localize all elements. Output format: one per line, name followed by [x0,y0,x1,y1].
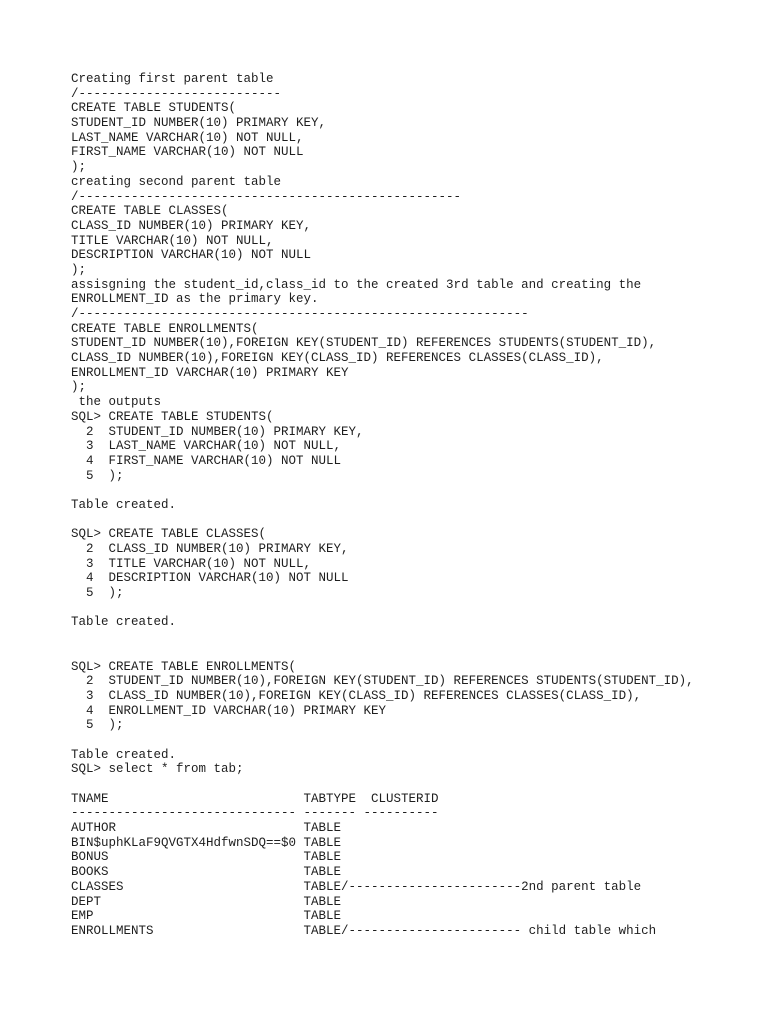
document-line: 4 DESCRIPTION VARCHAR(10) NOT NULL [71,571,349,586]
document-line: EMP TABLE [71,909,342,924]
document-line: BONUS TABLE [71,850,342,865]
document-line: SQL> CREATE TABLE ENROLLMENTS( [71,659,297,674]
document-body [71,72,761,939]
document-line: ENROLLMENT_ID VARCHAR(10) PRIMARY KEY [71,365,349,380]
document-line: BIN$uphKLaF9QVGTX4HdfwnSDQ==$0 TABLE [71,835,342,850]
document-line: 5 ); [71,586,124,601]
document-line: Creating first parent table [71,72,274,86]
document-line: Table created. [71,615,177,630]
document-line: CLASS_ID NUMBER(10),FOREIGN KEY(CLASS_ID) REFERENCES CLASSES(CLASS_ID), [71,351,604,366]
document-line: 2 STUDENT_ID NUMBER(10) PRIMARY KEY, [71,424,364,439]
document-line: 3 LAST_NAME VARCHAR(10) NOT NULL, [71,439,342,454]
document-line: CLASS_ID NUMBER(10) PRIMARY KEY, [71,218,312,233]
document-line: TITLE VARCHAR(10) NOT NULL, [71,233,274,248]
document-line [71,733,761,748]
document-line [71,483,761,498]
document-line [71,601,761,616]
document-line: SQL> select * from tab; [71,762,244,777]
document-line [71,513,761,528]
document-line: CREATE TABLE ENROLLMENTS( [71,321,259,336]
document-line: AUTHOR TABLE [71,821,342,836]
document-line: 4 FIRST_NAME VARCHAR(10) NOT NULL [71,453,342,468]
document-line [71,645,761,660]
document-line: CREATE TABLE CLASSES( [71,204,229,219]
document-line: 2 CLASS_ID NUMBER(10) PRIMARY KEY, [71,542,349,556]
document-line: 5 ); [71,468,124,483]
document-line [71,630,761,645]
document-line: CREATE TABLE STUDENTS( [71,101,237,116]
document-line: SQL> CREATE TABLE STUDENTS( [71,409,274,424]
document-line: assisgning the student_id,class_id to the created 3rd table and creating the [71,277,642,292]
document-line: SQL> CREATE TABLE CLASSES( [71,527,267,542]
document-line: LAST_NAME VARCHAR(10) NOT NULL, [71,130,304,145]
document-line: 5 ); [71,718,124,733]
document-line: /------------------------------------------------------------ [71,307,529,321]
document-line: Table created. [71,747,177,762]
document-line: ------------------------------ ------- ---------- [71,806,439,821]
document-line: ); [71,262,87,277]
document-line: Table created. [71,497,177,512]
document-line: ); [71,380,87,395]
document-line: TNAME TABTYPE CLUSTERID [71,791,439,806]
document-line: CLASSES TABLE/-----------------------2nd parent table [71,879,642,894]
document-line: FIRST_NAME VARCHAR(10) NOT NULL [71,145,304,160]
document-line: STUDENT_ID NUMBER(10) PRIMARY KEY, [71,116,327,131]
document-line: ); [71,160,87,175]
document-line: 3 TITLE VARCHAR(10) NOT NULL, [71,556,312,571]
document-line: DEPT TABLE [71,894,342,909]
document-line: ENROLLMENTS TABLE/----------------------- child table which [71,923,657,938]
document-line: 3 CLASS_ID NUMBER(10),FOREIGN KEY(CLASS_ID) REFERENCES CLASSES(CLASS_ID), [71,688,642,703]
document-line [71,777,761,792]
document-line: STUDENT_ID NUMBER(10),FOREIGN KEY(STUDENT_ID) REFERENCES STUDENTS(STUDENT_ID), [71,336,657,351]
document-line: 2 STUDENT_ID NUMBER(10),FOREIGN KEY(STUDENT_ID) REFERENCES STUDENTS(STUDENT_ID), [71,674,694,689]
document-line: creating second parent table [71,174,282,189]
document-line: /--------------------------- [71,86,282,101]
document-line: 4 ENROLLMENT_ID VARCHAR(10) PRIMARY KEY [71,703,387,718]
document-line: the outputs [71,395,162,410]
document-line: DESCRIPTION VARCHAR(10) NOT NULL [71,248,312,263]
document-line: BOOKS TABLE [71,865,342,880]
document-line: ENROLLMENT_ID as the primary key. [71,292,319,307]
document-line: /--------------------------------------------------- [71,189,462,204]
